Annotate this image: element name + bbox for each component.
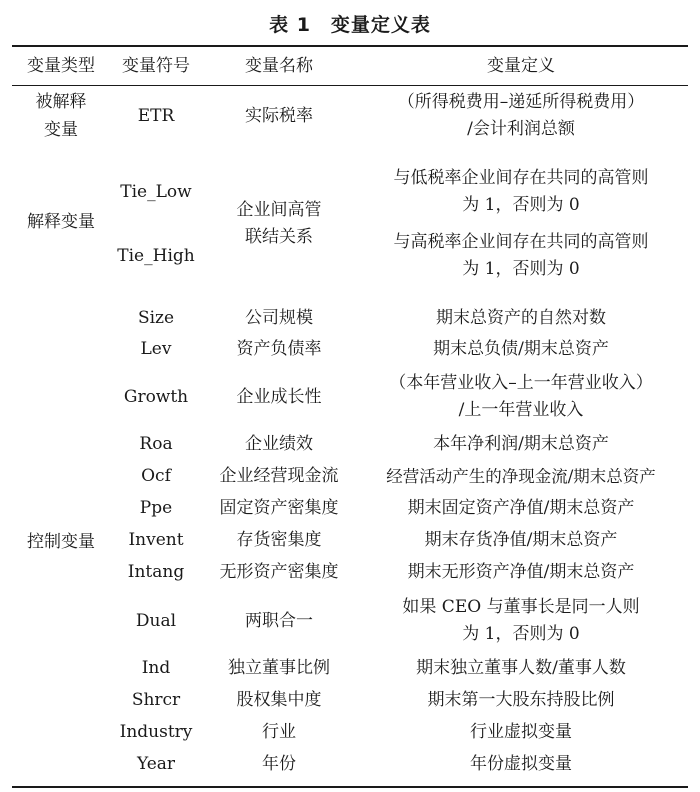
name-shrcr: 股权集中度	[236, 689, 322, 710]
definition-roa: 本年净利润/期末总资产	[433, 433, 609, 454]
header-variable-definition: 变量定义	[487, 55, 555, 76]
definition-etr-line-1: （所得税费用–递延所得税费用）	[397, 92, 645, 112]
name-roa: 企业绩效	[245, 433, 313, 454]
definition-tie-high-line-2: 为 1，否则为 0	[462, 259, 580, 279]
definition-industry: 行业虚拟变量	[470, 721, 572, 742]
symbol-dual: Dual	[135, 610, 177, 631]
header-variable-name: 变量名称	[245, 55, 313, 76]
definition-etr-line-2: /会计利润总额	[467, 119, 575, 139]
name-lev: 资产负债率	[236, 338, 322, 359]
name-etr: 实际税率	[245, 105, 313, 126]
definition-tie-low	[356, 163, 686, 221]
definition-ind: 期末独立董事人数/董事人数	[416, 657, 626, 678]
header-variable-symbol: 变量符号	[122, 55, 190, 76]
header-rule	[12, 85, 688, 86]
definition-invent: 期末存货净值/期末总资产	[424, 529, 618, 550]
definition-etr	[356, 87, 686, 145]
name-invent: 存货密集度	[236, 529, 322, 550]
definition-year: 年份虚拟变量	[470, 753, 572, 774]
definition-dual-line-2: 为 1，否则为 0	[462, 624, 580, 644]
definition-shrcr: 期末第一大股东持股比例	[427, 689, 615, 710]
name-dual: 两职合一	[245, 610, 313, 631]
name-ppe: 固定资产密集度	[219, 497, 339, 518]
group-dependent-line-1: 被解释	[35, 92, 87, 112]
definition-size: 期末总资产的自然对数	[436, 307, 606, 328]
definition-growth	[356, 368, 686, 426]
name-ind: 独立董事比例	[228, 657, 330, 678]
symbol-shrcr: Shrcr	[131, 689, 181, 710]
name-tie-line-2: 联结关系	[245, 227, 313, 247]
definition-tie-low-line-2: 为 1，否则为 0	[462, 195, 580, 215]
top-rule	[12, 45, 688, 47]
definition-ocf: 经营活动产生的净现金流/期末总资产	[386, 466, 656, 486]
symbol-industry: Industry	[119, 721, 193, 742]
definition-tie-high-line-1: 与高税率企业间存在共同的高管则	[393, 232, 649, 252]
definition-dual-line-1: 如果 CEO 与董事长是同一人则	[402, 597, 640, 617]
symbol-etr: ETR	[137, 105, 175, 126]
definition-lev: 期末总负债/期末总资产	[433, 338, 609, 359]
symbol-size: Size	[137, 307, 175, 328]
symbol-lev: Lev	[140, 338, 172, 359]
group-explanatory: 解释变量	[27, 212, 95, 232]
definition-tie-high	[356, 227, 686, 285]
group-dependent-line-2: 变量	[44, 120, 78, 140]
definition-dual	[356, 592, 686, 650]
name-growth: 企业成长性	[236, 386, 322, 407]
symbol-ocf: Ocf	[141, 465, 171, 486]
symbol-invent: Invent	[128, 529, 184, 550]
definition-intang: 期末无形资产净值/期末总资产	[407, 561, 635, 582]
symbol-ind: Ind	[141, 657, 171, 678]
symbol-ppe: Ppe	[139, 497, 173, 518]
name-year: 年份	[262, 753, 296, 774]
definition-tie-low-line-1: 与低税率企业间存在共同的高管则	[393, 168, 649, 188]
symbol-tie-low: Tie_Low	[120, 181, 192, 202]
table-title: 表 1 变量定义表	[269, 14, 431, 36]
bottom-rule	[12, 786, 688, 788]
name-size: 公司规模	[245, 307, 313, 328]
symbol-roa: Roa	[139, 433, 173, 454]
name-intang: 无形资产密集度	[219, 561, 339, 582]
group-control: 控制变量	[27, 532, 95, 552]
header-variable-type: 变量类型	[27, 55, 95, 76]
symbol-intang: Intang	[127, 561, 185, 582]
definition-growth-line-2: /上一年营业收入	[458, 400, 584, 420]
name-tie-line-1: 企业间高管	[236, 200, 322, 220]
symbol-year: Year	[136, 753, 176, 774]
symbol-tie-high: Tie_High	[117, 245, 195, 266]
symbol-growth: Growth	[123, 386, 189, 407]
group-dependent	[14, 87, 108, 145]
name-tie	[204, 195, 354, 253]
name-industry: 行业	[262, 721, 296, 742]
name-ocf: 企业经营现金流	[219, 465, 339, 486]
definition-growth-line-1: （本年营业收入–上一年营业收入）	[389, 373, 653, 393]
definition-ppe: 期末固定资产净值/期末总资产	[407, 497, 635, 518]
